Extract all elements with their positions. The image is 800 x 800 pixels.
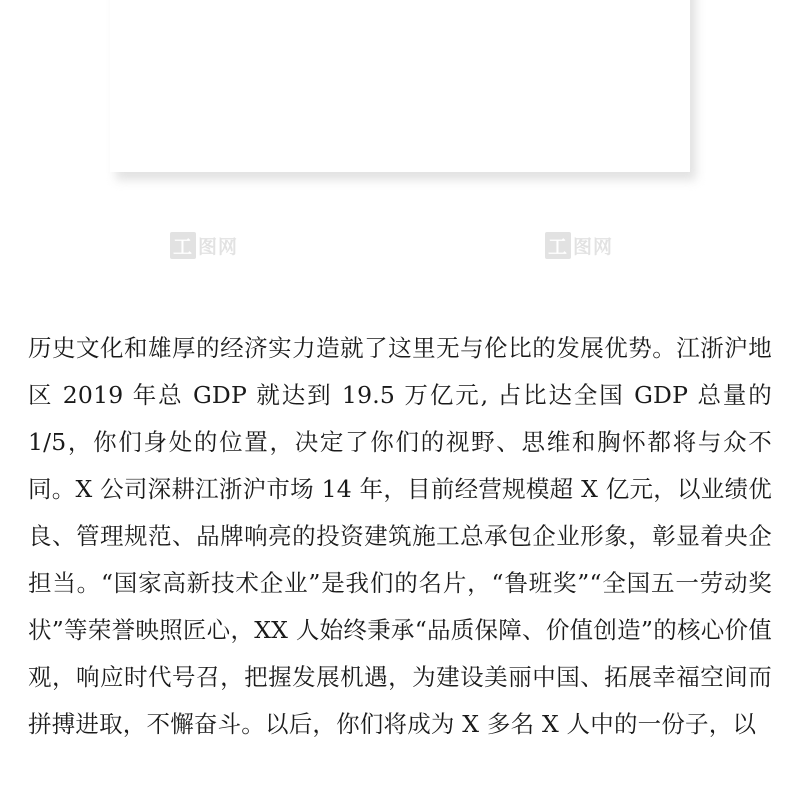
watermark-text-left: 图网 [198,236,239,258]
watermark-mark-left: 工 [170,232,196,259]
body-paragraph: 历史文化和雄厚的经济实力造就了这里无与伦比的发展优势。江浙沪地区 2019 年总 GDP 就达到 19.5 万亿元, 占比达全国 GDP 总量的 1/5，你们身处的位置，决定了你们的视野、思维和胸怀都将与众不同。X 公司深耕江浙沪市场 14 年，目前经营规模超 X 亿元，以业绩优良、管理规范、品牌响亮的投资建筑施工总承包企业形象，彰显着央企担当。“国家高新技术企业”是我们的名片，“鲁班奖”“全国五一劳动奖状”等荣誉映照匠心，XX 人始终秉承“品质保障、价值创造”的核心价值观，响应时代号召，把握发展机遇，为建设美丽中国、拓展幸福空间而拼搏进取，不懈奋斗。以后，你们将成为 X 多名 X 人中的一份子，以 [28,334,772,738]
document-preview-card [110,0,690,172]
watermark-left [170,232,238,259]
main-body-text [28,325,772,748]
card-content [110,0,690,172]
watermark-right [545,232,613,259]
watermark-text-right: 图网 [573,236,614,258]
watermark-mark-right: 工 [545,232,571,259]
